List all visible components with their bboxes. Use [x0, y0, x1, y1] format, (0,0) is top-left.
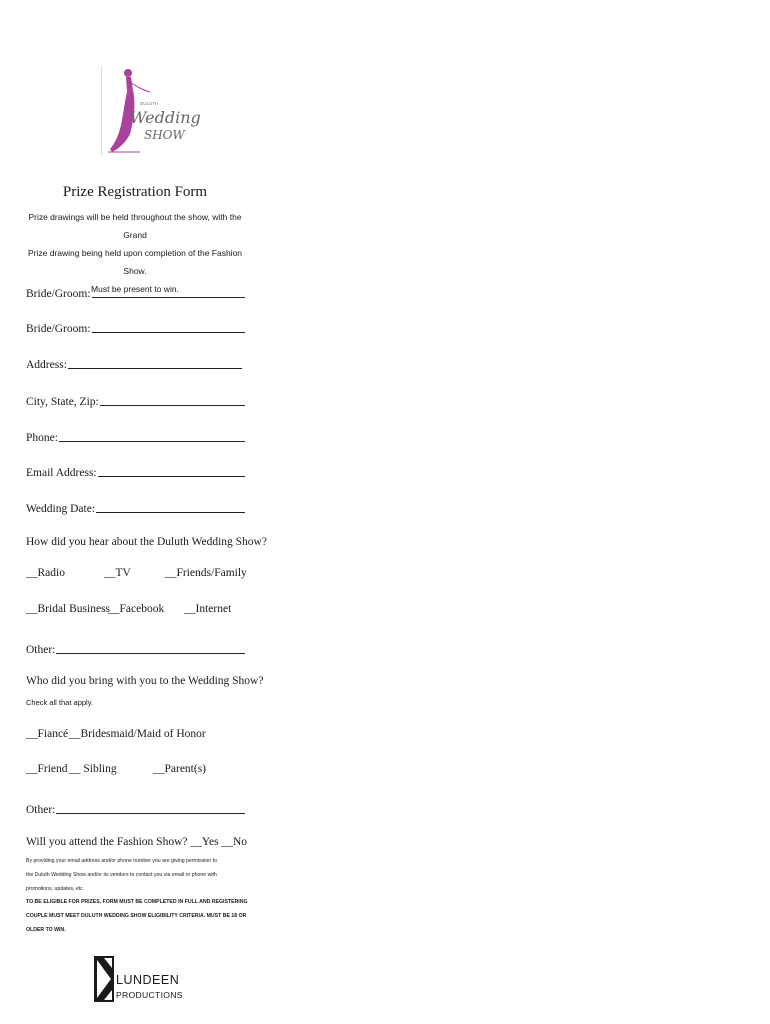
field-label: Bride/Groom: [26, 288, 91, 300]
who-brought-other-field[interactable] [26, 798, 245, 816]
field-label: City, State, Zip: [26, 396, 99, 408]
svg-text:LUNDEEN: LUNDEEN [116, 973, 180, 987]
address-field[interactable] [26, 353, 242, 371]
field-label: Other: [26, 804, 56, 816]
bride-groom-field-1[interactable] [26, 282, 245, 300]
form-title: Prize Registration Form [62, 184, 208, 200]
option-tv[interactable]: __TV [104, 567, 131, 579]
option-friends-family[interactable]: __Friends/Family [165, 567, 247, 579]
option-parents[interactable]: __Parent(s) [153, 763, 207, 775]
svg-text:SHOW: SHOW [144, 128, 185, 142]
field-label: Other: [26, 644, 56, 656]
field-label: Bride/Groom: [26, 323, 91, 335]
option-facebook[interactable]: __Facebook [108, 603, 165, 615]
option-friend[interactable]: __Friend [26, 763, 68, 775]
svg-text:Wedding: Wedding [130, 108, 201, 127]
field-label: Email Address: [26, 467, 97, 479]
svg-text:PRODUCTIONS: PRODUCTIONS [116, 990, 183, 1000]
option-bridesmaid[interactable]: __Bridesmaid/Maid of Honor [69, 728, 206, 740]
city-state-zip-field[interactable] [26, 390, 245, 408]
form-intro: Prize drawings will be held throughout the show, with the Grand Prize drawing being held upon completion of the Fashion Show. Must be present to win. [27, 212, 243, 294]
option-internet[interactable]: __Internet [184, 603, 232, 615]
option-bridal-business[interactable]: __Bridal Business [26, 603, 111, 615]
option-sibling[interactable]: __ Sibling [69, 763, 117, 775]
wedding-date-field[interactable] [26, 497, 245, 515]
email-address-field[interactable] [26, 461, 245, 479]
question-heard-about: How did you hear about the Duluth Wedding Show? [26, 536, 267, 548]
eligibility-rules: TO BE ELIGIBLE FOR PRIZES, FORM MUST BE COMPLETED IN FULL AND REGISTERING COUPLE MUST MEET DULUTH WEDDING SHOW ELIGIBILITY CRITERIA. MUST BE 18 OR OLDER TO WIN. [26, 899, 248, 933]
heard-about-other-field[interactable] [26, 638, 245, 656]
question-who-brought: Who did you bring with you to the Wedding Show? [26, 675, 264, 687]
option-radio[interactable]: __Radio [26, 567, 65, 579]
consent-text: By providing your email address and/or phone number you are giving permission to the Duluth Wedding Show and/or its vendors to contact you via email or phone with promotions, updates, etc. [26, 858, 217, 892]
lundeen-productions-logo [92, 954, 188, 1004]
option-fiance[interactable]: __Fiancé [26, 728, 69, 740]
field-label: Phone: [26, 432, 58, 444]
svg-text:DULUTH: DULUTH [140, 101, 159, 106]
question-fashion-show[interactable]: Will you attend the Fashion Show? __Yes __No [26, 836, 248, 848]
field-label: Wedding Date: [26, 503, 96, 515]
field-label: Address: [26, 359, 67, 371]
check-all-note: Check all that apply. [26, 698, 93, 707]
bride-groom-field-2[interactable] [26, 317, 245, 335]
phone-field[interactable] [26, 426, 245, 444]
wedding-show-logo [100, 64, 201, 158]
